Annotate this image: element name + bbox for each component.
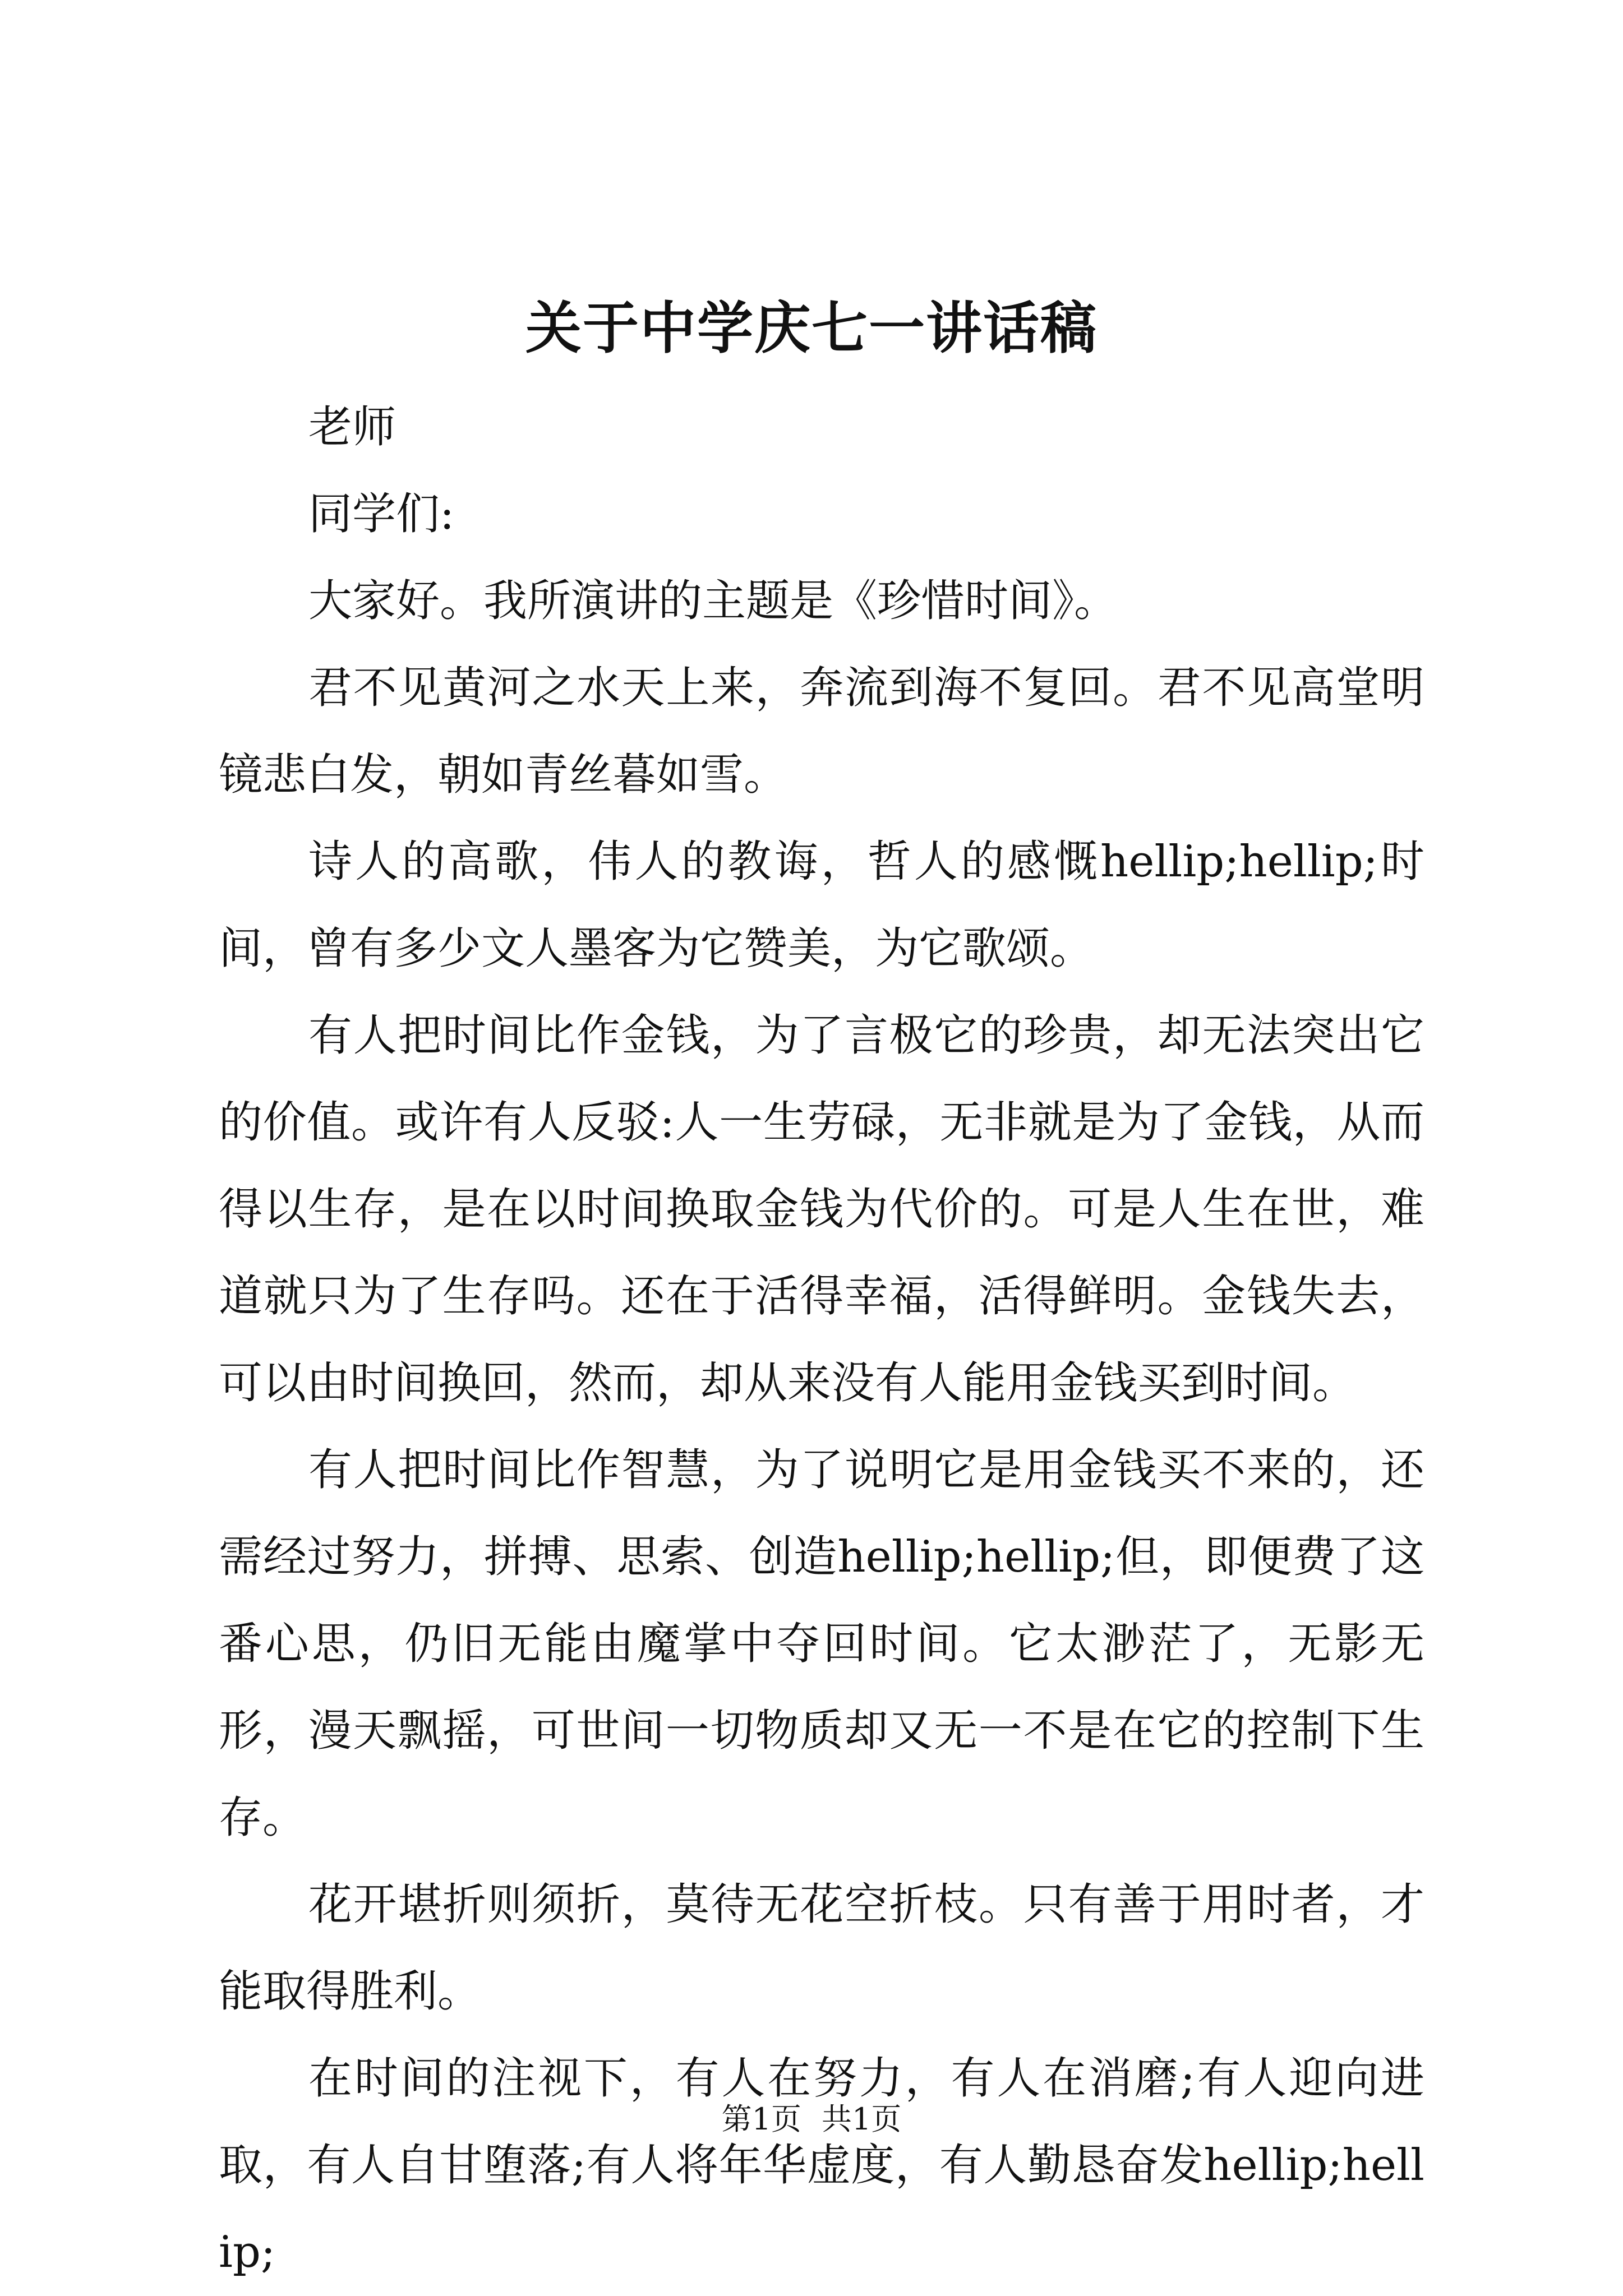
salutation-students: 同学们: — [308, 489, 455, 539]
paragraph: 大家好。我所演讲的主题是《珍惜时间》。 — [308, 576, 1118, 626]
paragraph: 在时间的注视下，有人在努力，有人在消磨;有人迎向进取，有人自甘堕落;有人将年华虚度，有人勤恳奋发hellip;hellip; — [219, 2053, 1424, 2277]
paragraph: 有人把时间比作智慧，为了说明它是用金钱买不来的，还需经过努力，拼搏、思索、创造hellip;hellip;但，即便费了这番心思，仍旧无能由魔掌中夺回时间。它太渺茫了，无影无形，漫天飘摇，可世间一切物质却又无一不是在它的控制下生存。 — [219, 1445, 1424, 1843]
salutation-teachers: 老师 — [308, 402, 396, 452]
page-total: 共1页 — [822, 2101, 902, 2137]
document-title: 关于中学庆七一讲话稿 — [525, 295, 1098, 361]
page-number: 第1页 — [721, 2101, 801, 2137]
paragraph: 诗人的高歌，伟人的教诲，哲人的感慨hellip;hellip;时间，曾有多少文人墨客为它赞美，为它歌颂。 — [219, 837, 1424, 974]
paragraph: 君不见黄河之水天上来，奔流到海不复回。君不见高堂明镜悲白发，朝如青丝暮如雪。 — [219, 663, 1424, 800]
document-body — [219, 384, 1424, 2296]
page-footer — [0, 2097, 1623, 2142]
paragraph: 花开堪折则须折，莫待无花空折枝。只有善于用时者，才能取得胜利。 — [219, 1879, 1424, 2017]
paragraph: 有人把时间比作金钱，为了言极它的珍贵，却无法突出它的价值。或许有人反驳:人一生劳碌，无非就是为了金钱，从而得以生存，是在以时间换取金钱为代价的。可是人生在世，难道就只为了生存吗。还在于活得幸福，活得鲜明。金钱失去，可以由时间换回，然而，却从来没有人能用金钱买到时间。 — [219, 1010, 1424, 1408]
